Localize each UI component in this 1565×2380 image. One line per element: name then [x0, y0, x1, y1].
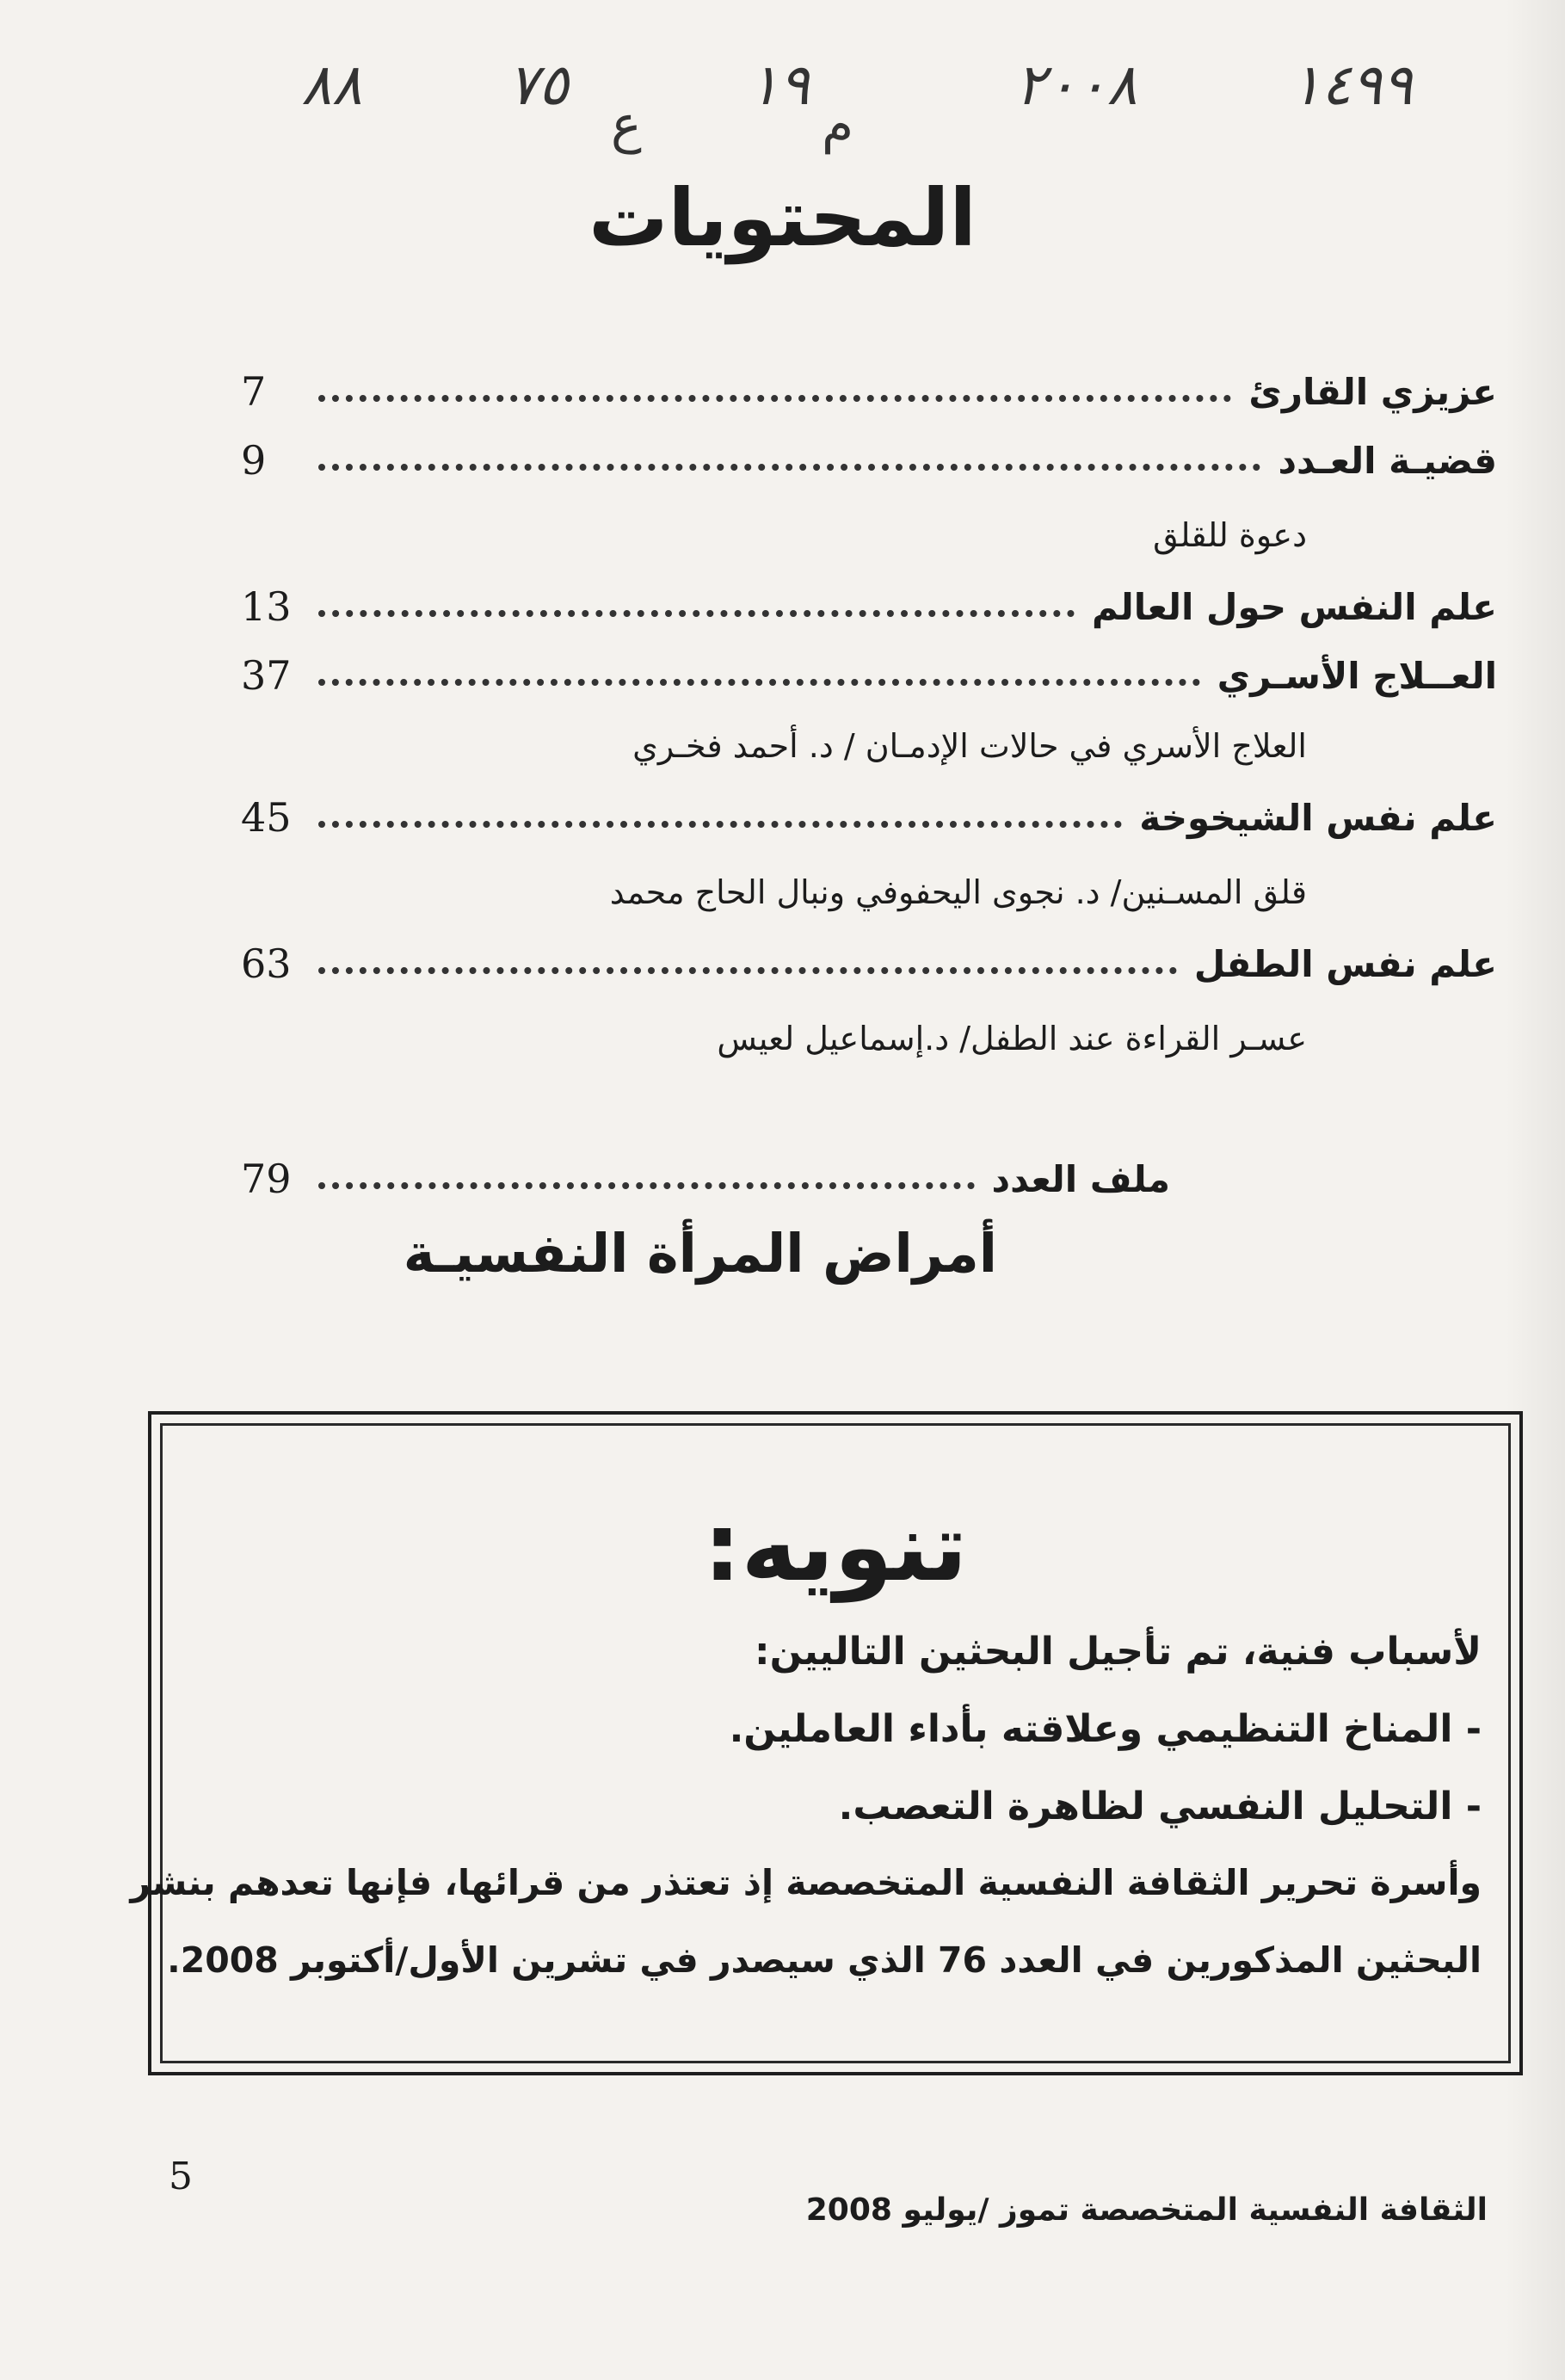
- toc-leader: [318, 395, 1231, 402]
- toc-subentry: عسـر القراءة عند الطفل/ د.إسماعيل لعيس: [717, 1020, 1307, 1057]
- toc-entry[interactable]: [241, 645, 1497, 706]
- notice-heading: تنويه:: [703, 1492, 968, 1602]
- toc-page-number: 45: [241, 794, 292, 841]
- toc-subentry: العلاج الأسري في حالات الإدمـان / د. أحمد فخـري: [632, 727, 1307, 765]
- page-number: 5: [169, 2155, 193, 2198]
- toc-subentry: دعوة للقلق: [1153, 516, 1307, 554]
- toc-label: علم نفس الطفل: [1193, 942, 1497, 985]
- notice-line: لأسباب فنية، تم تأجيل البحثين التاليين:: [755, 1630, 1482, 1674]
- magazine-issue: الثقافة النفسية المتخصصة تموز /يوليو 2008: [805, 2192, 1488, 2228]
- notice-line: - التحليل النفسي لظاهرة التعصب.: [838, 1785, 1482, 1828]
- toc-leader: [318, 967, 1177, 974]
- toc-leader: [318, 821, 1122, 828]
- toc-label: علم النفس حول العالم: [1092, 585, 1497, 628]
- toc-entry[interactable]: [241, 787, 1497, 848]
- notice-line: البحثين المذكورين في العدد 76 الذي سيصدر في تشرين الأول/أكتوبر 2008.: [167, 1939, 1482, 1981]
- toc-label: قضيـة العـدد: [1278, 439, 1497, 482]
- notice-line: - المناخ التنظيمي وعلاقته بأداء العاملين.: [729, 1707, 1482, 1751]
- toc-leader: [318, 1182, 975, 1189]
- handwritten-mark-5: ١٤٩٩: [1291, 52, 1413, 118]
- handwritten-mark-4: ٢٠٠٨: [1015, 52, 1137, 118]
- scan-edge-shadow: [1505, 0, 1565, 2380]
- toc-page-number: 13: [241, 583, 292, 630]
- toc-label: العــلاج الأسـري: [1217, 654, 1497, 697]
- toc-entry[interactable]: [241, 1149, 1497, 1209]
- handwritten-mark-1: ٨٨: [301, 52, 362, 118]
- toc-subentry: قلق المسـنين/ د. نجوى اليحفوفي ونبال الحاج محمد: [609, 873, 1307, 911]
- notice-line: وأسرة تحرير الثقافة النفسية المتخصصة إذ تعتذر من قرائها، فإنها تعدهم بنشر: [130, 1862, 1482, 1903]
- toc-label: ملف العدد: [991, 1157, 1170, 1200]
- toc-page-number: 63: [241, 940, 292, 987]
- toc-label: عزيزي القارئ: [1248, 370, 1497, 413]
- handwritten-mark-3-sub: م: [822, 95, 854, 155]
- file-title: أمراض المرأة النفسيـة: [403, 1222, 997, 1285]
- handwritten-mark-2-sub: ع: [611, 95, 642, 155]
- handwritten-mark-3: ١٩: [749, 52, 810, 118]
- toc-page-number: 7: [241, 368, 267, 415]
- toc-leader: [318, 464, 1260, 471]
- toc-entry[interactable]: [241, 577, 1497, 637]
- toc-leader: [318, 679, 1200, 686]
- toc-entry[interactable]: [241, 430, 1497, 490]
- notice-box: [130, 1411, 1523, 2075]
- toc-page-number: 37: [241, 652, 292, 699]
- toc-page-number: 79: [241, 1156, 292, 1202]
- toc-label: علم نفس الشيخوخة: [1139, 796, 1497, 839]
- handwritten-mark-2: ٧٥: [508, 52, 569, 118]
- toc-entry[interactable]: [241, 934, 1497, 994]
- toc-entry[interactable]: [241, 361, 1497, 422]
- toc-leader: [318, 610, 1075, 617]
- toc-page-number: 9: [241, 437, 267, 484]
- page-title: المحتويات: [588, 172, 977, 264]
